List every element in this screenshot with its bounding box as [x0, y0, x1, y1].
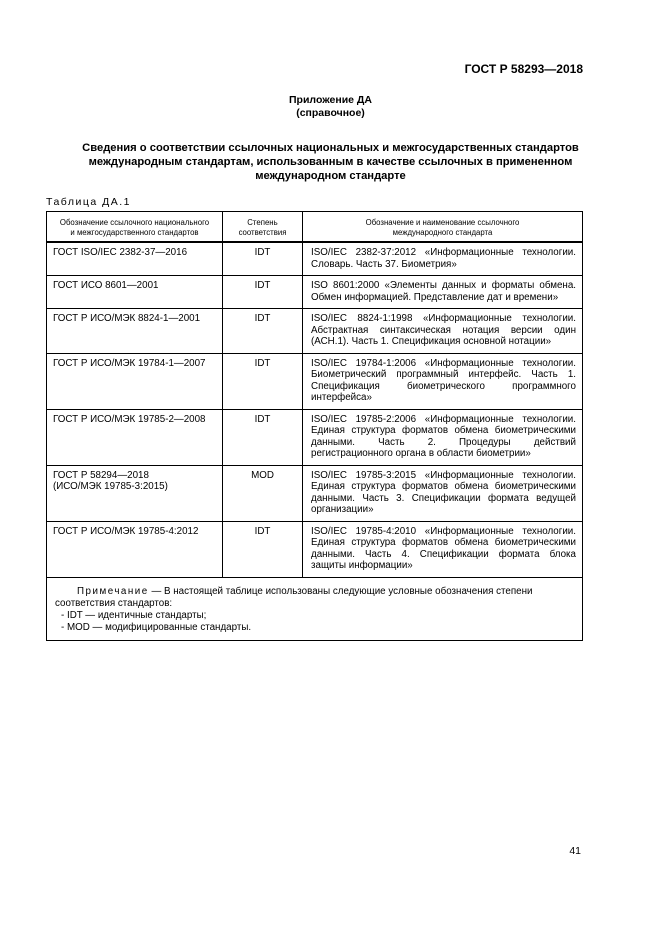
international-standard-cell: ISO 8601:2000 «Элементы данных и форматы обмена. Обмен информацией. Представление дат и времени» [303, 276, 583, 309]
page-number: 41 [569, 845, 581, 857]
standard-code-cell [47, 521, 223, 577]
standard-code-cell [47, 465, 223, 521]
degree-cell: IDT [223, 353, 303, 409]
table-row [47, 521, 583, 577]
header-text: Обозначение ссылочного национального [59, 217, 210, 227]
header-text: и межгосударственного стандартов [70, 227, 199, 237]
table-row [47, 409, 583, 465]
degree-cell: IDT [223, 521, 303, 577]
header-standard-code [47, 212, 223, 243]
standard-code: ГОСТ Р ИСО/МЭК 8824-1—2001 [53, 313, 201, 324]
degree-cell: IDT [223, 309, 303, 354]
table-row [47, 353, 583, 409]
note-text: В настоящей таблице использованы следующие условные обозначения степени соответствия стандартов: [55, 585, 533, 609]
international-standard-cell: ISO/IEC 19785-4:2010 «Информационные технологии. Единая структура форматов обмена биометрическими данными. Часть 4. Спецификации формата блока защиты информации» [303, 521, 583, 577]
note-item-mod: - MOD — модифицированные стандарты. [61, 621, 252, 633]
degree-cell: IDT [223, 242, 303, 276]
standard-code: ГОСТ ИСО 8601—2001 [53, 280, 159, 291]
international-standard-cell: ISO/IEC 19785-2:2006 «Информационные технологии. Единая структура форматов обмена биометрическими данными. Часть 2. Процедуры действий регистрационного органа в области биометрии» [303, 409, 583, 465]
table-row [47, 242, 583, 276]
standard-code: ГОСТ Р ИСО/МЭК 19784-1—2007 [53, 357, 206, 369]
note-text-block [55, 586, 576, 610]
note-label: Примечание [77, 585, 149, 597]
note-dash: — [148, 585, 164, 597]
appendix-subtitle: (справочное) [296, 107, 365, 119]
standard-code: ГОСТ ISO/IEC 2382-37—2016 [53, 247, 188, 258]
header-text: международного стандарта [392, 227, 493, 237]
appendix-header [0, 94, 661, 120]
standard-code-cell [47, 353, 223, 409]
table-row [47, 276, 583, 309]
standard-code-cell [47, 276, 223, 309]
note-item-idt: - IDT — идентичные стандарты; [61, 609, 207, 621]
standard-code: ГОСТ Р 58294—2018 [53, 469, 149, 481]
header-international-standard [303, 212, 583, 243]
header-text: Степень [247, 217, 278, 227]
international-standard-cell: ISO/IEC 19784-1:2006 «Информационные технологии. Биометрический программный интерфейс. Часть 1. Спецификация биометрического программного интерфейса» [303, 353, 583, 409]
table-row [47, 465, 583, 521]
international-standard-cell: ISO/IEC 19785-3:2015 «Информационные технологии. Единая структура форматов обмена биометрическими данными. Часть 3. Спецификации формата ведущей организации» [303, 465, 583, 521]
standards-table [46, 211, 583, 641]
standard-code: ГОСТ Р ИСО/МЭК 19785-4:2012 [53, 525, 199, 537]
heading-line-1: Сведения о соответствии ссылочных национальных и межгосударственных стандартов [82, 142, 579, 154]
standard-code-cell [47, 409, 223, 465]
standard-code: ГОСТ Р ИСО/МЭК 19785-2—2008 [53, 413, 206, 425]
section-heading [70, 141, 591, 183]
heading-line-2: международным стандартам, использованным в качестве ссылочных в примененном [88, 156, 573, 168]
appendix-title: Приложение ДА [289, 94, 372, 106]
header-text: соответствия [238, 227, 287, 237]
document-code: ГОСТ Р 58293—2018 [464, 62, 583, 76]
heading-line-3: международном стандарте [255, 170, 406, 182]
degree-cell: IDT [223, 276, 303, 309]
standard-code-cell [47, 309, 223, 354]
header-text: Обозначение и наименование ссылочного [365, 217, 520, 227]
international-standard-cell: ISO/IEC 2382-37:2012 «Информационные технологии. Словарь. Часть 37. Биометрия» [303, 242, 583, 276]
table-row [47, 309, 583, 354]
table-header-row [47, 212, 583, 243]
degree-cell: MOD [223, 465, 303, 521]
table-label: Таблица ДА.1 [46, 196, 131, 208]
header-degree [223, 212, 303, 243]
table-note-row [47, 577, 583, 640]
degree-cell: IDT [223, 409, 303, 465]
table-note [47, 577, 583, 640]
standard-code-origin: (ИСО/МЭК 19785-3:2015) [53, 481, 168, 492]
international-standard-cell: ISO/IEC 8824-1:1998 «Информационные технологии. Абстрактная синтаксическая нотация версии один (АСН.1). Часть 1. Спецификация основной нотации» [303, 309, 583, 354]
standard-code-cell [47, 242, 223, 276]
